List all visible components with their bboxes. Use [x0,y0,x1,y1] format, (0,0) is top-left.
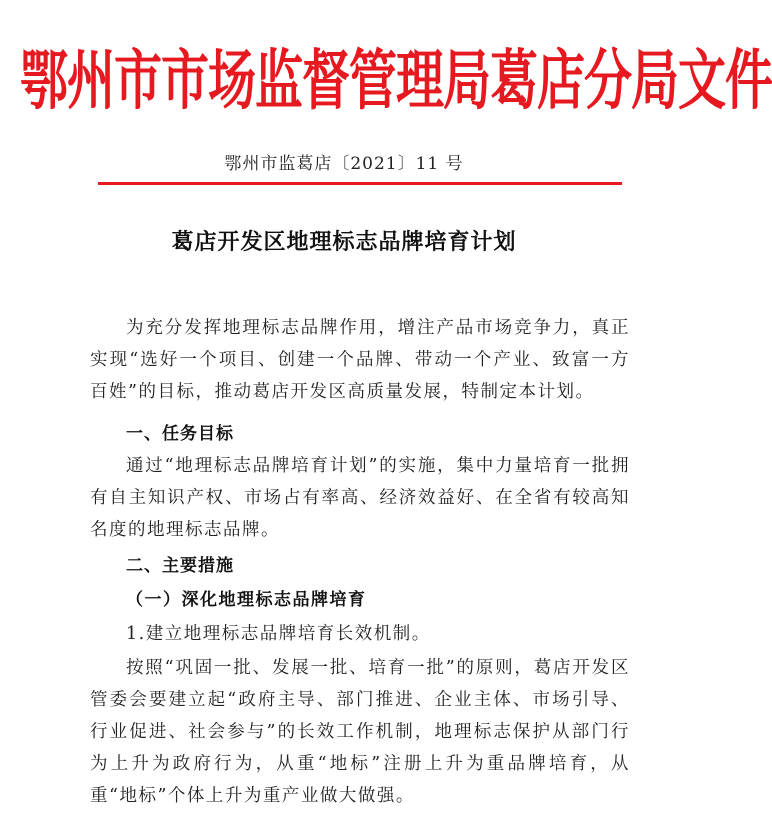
subsection-heading-deepen: （一）深化地理标志品牌培育 [126,590,367,610]
document-title: 葛店开发区地理标志品牌培育计划 [171,229,517,255]
intro-paragraph: 为充分发挥地理标志品牌作用，增注产品市场竞争力，真正实现“选好一个项目、创建一个品牌、带动一个产业、致富一方百姓”的目标，推动葛店开发区高质量发展，特制定本计划。 [90,318,630,402]
section-heading-goals: 一、任务目标 [126,424,234,444]
masthead-title: 鄂州市市场监督管理局葛店分局文件 [20,42,772,119]
item-1-paragraph: 按照“巩固一批、发展一批、培育一批”的原则，葛店开发区管委会要建立起“政府主导、部门推进、企业主体、市场引导、行业促进、社会参与”的长效工作机制，地理标志保护从部门行为上升为政府行为，从重“地标”注册上升为重品牌培育，从重“地标”个体上升为重产业做大做强。 [90,658,630,806]
document-number: 鄂州市监葛店〔2021〕11 号 [224,154,464,174]
goals-paragraph: 通过“地理标志品牌培育计划”的实施，集中力量培育一批拥有自主知识产权、市场占有率高、经济效益好、在全省有较高知名度的地理标志品牌。 [90,456,630,540]
item-1: 1.建立地理标志品牌培育长效机制。 [126,624,431,644]
red-divider-line [98,182,622,185]
section-heading-measures: 二、主要措施 [126,556,234,576]
